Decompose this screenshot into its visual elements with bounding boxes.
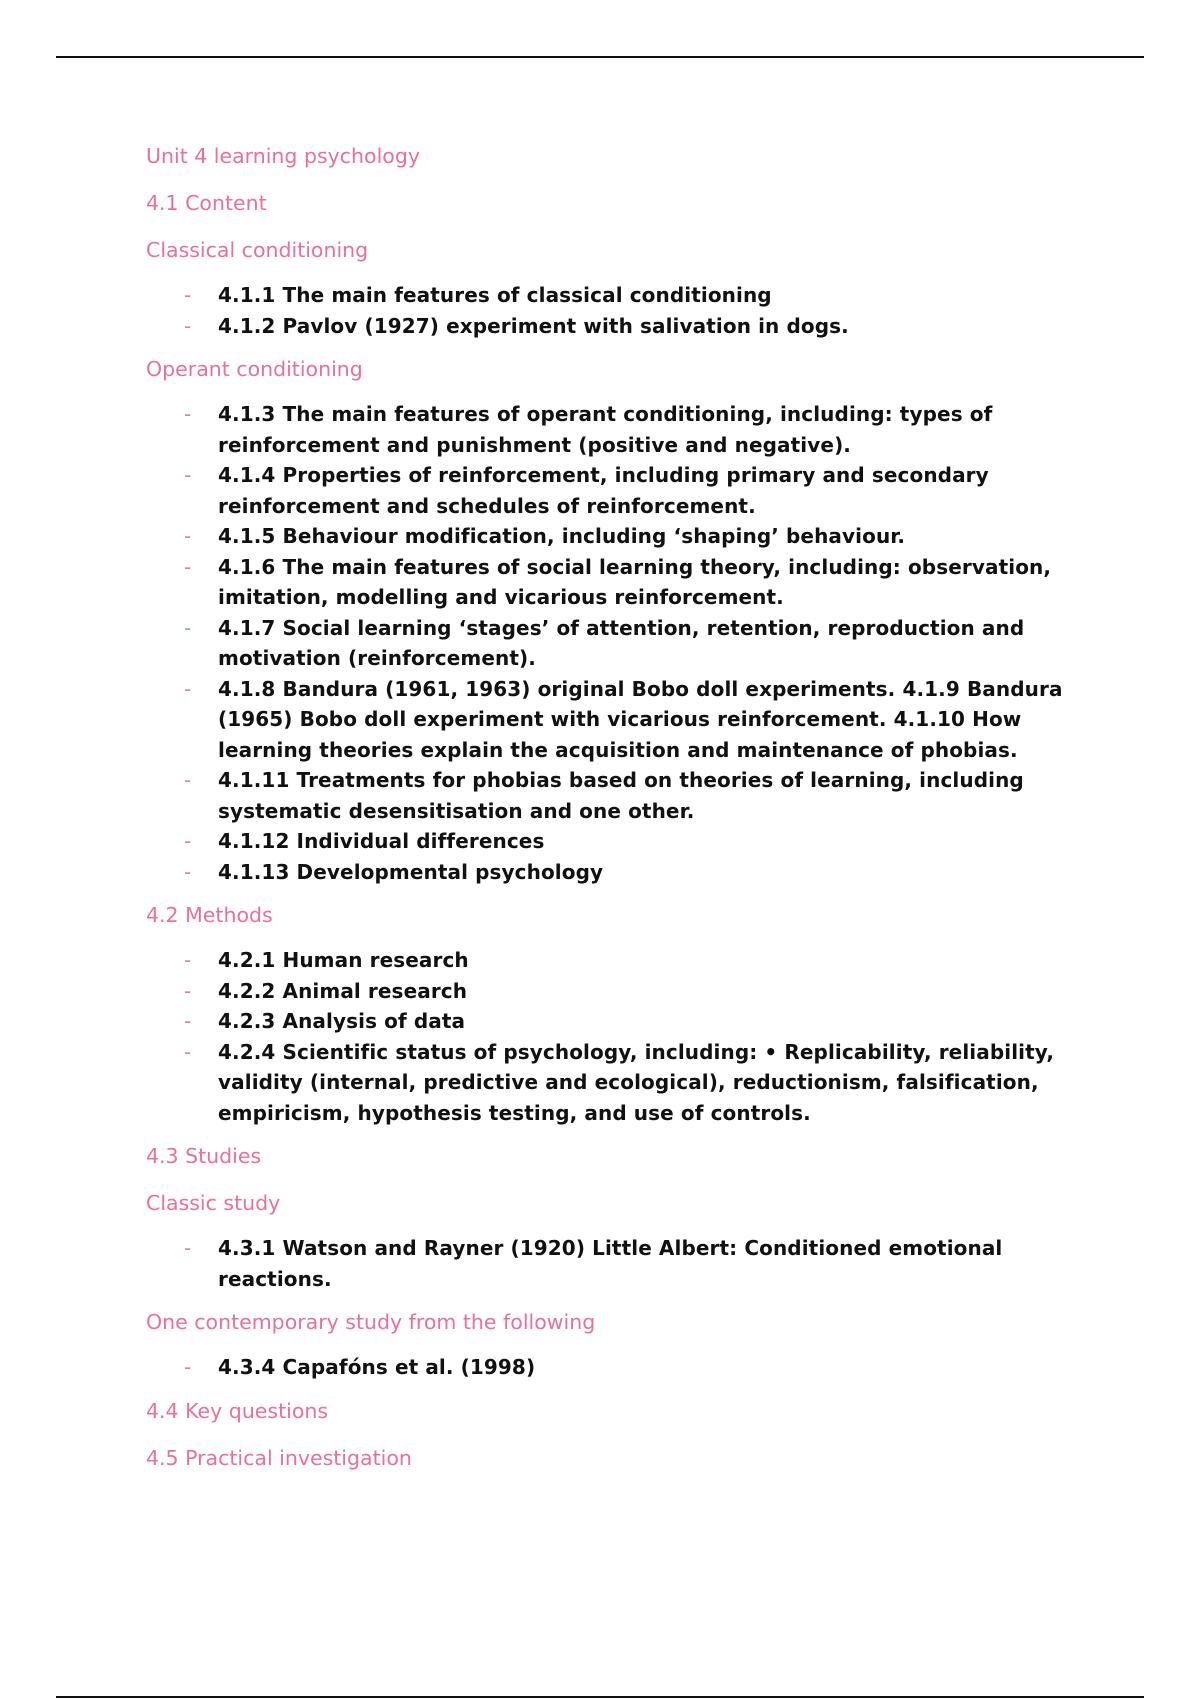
list-item	[146, 280, 1076, 311]
list-item-text: 4.1.1 The main features of classical conditioning	[218, 283, 772, 307]
bullet-dash: -	[184, 676, 192, 701]
bullet-dash: -	[184, 978, 192, 1003]
list-item-text: 4.1.5 Behaviour modification, including ‘shaping’ behaviour.	[218, 524, 906, 548]
bullet-dash: -	[184, 829, 192, 853]
section-heading: One contemporary study from the following	[146, 1310, 596, 1334]
list-item	[146, 521, 1076, 552]
list-item	[146, 613, 1076, 674]
list-item	[146, 1352, 1076, 1383]
document-body	[146, 143, 1076, 1471]
bullet-dash: -	[184, 554, 192, 579]
list-item	[146, 765, 1076, 826]
section-heading: Operant conditioning	[146, 357, 363, 381]
bullet-list	[146, 399, 1076, 887]
section-heading: 4.3 Studies	[146, 1144, 262, 1168]
bullet-dash: -	[184, 313, 192, 338]
list-item-text: 4.1.3 The main features of operant conditioning, including: types of reinforcement and punishment (positive and negative).	[218, 402, 993, 457]
bullet-dash: -	[184, 948, 192, 972]
bullet-dash: -	[184, 1009, 192, 1033]
list-item-text: 4.1.2 Pavlov (1927) experiment with salivation in dogs.	[218, 313, 849, 338]
bullet-dash: -	[184, 859, 192, 884]
bullet-list	[146, 1352, 1076, 1383]
list-item-text: 4.2.3 Analysis of data	[218, 1009, 466, 1033]
list-item-text: 4.1.11 Treatments for phobias based on theories of learning, including systematic desensitisation and one other.	[218, 768, 1024, 823]
list-item	[146, 976, 1076, 1007]
section-heading: Unit 4 learning psychology	[146, 144, 420, 168]
list-item	[146, 552, 1076, 613]
header-rule	[56, 56, 1144, 58]
list-item	[146, 857, 1076, 888]
list-item	[146, 945, 1076, 976]
bullet-dash: -	[184, 402, 192, 426]
list-item-text: 4.3.1 Watson and Rayner (1920) Little Albert: Conditioned emotional reactions.	[218, 1236, 1003, 1291]
bullet-dash: -	[184, 1039, 192, 1064]
bullet-dash: -	[184, 1355, 192, 1379]
footer-rule	[56, 1696, 1144, 1698]
bullet-list	[146, 1233, 1076, 1294]
section-heading: 4.2 Methods	[146, 903, 273, 927]
list-item	[146, 674, 1076, 766]
list-item-text: 4.1.6 The main features of social learning theory, including: observation, imitation, modelling and vicarious reinforcement.	[218, 554, 1052, 609]
list-item	[146, 1037, 1076, 1129]
list-item	[146, 399, 1076, 460]
list-item	[146, 826, 1076, 857]
section-heading: 4.4 Key questions	[146, 1398, 329, 1423]
list-item-text: 4.1.8 Bandura (1961, 1963) original Bobo doll experiments. 4.1.9 Bandura (1965) Bobo doll experiment with vicarious reinforcement. 4.1.10 How learning theories explain the acquisition and maintenance of phobias.	[218, 676, 1063, 762]
list-item-text: 4.1.12 Individual differences	[218, 829, 545, 853]
list-item-text: 4.2.4 Scientific status of psychology, including: • Replicability, reliability, validity (internal, predictive and ecological), reductionism, falsification, empiricism, hypothesis testing, and use of controls.	[218, 1039, 1055, 1125]
section-heading: 4.1 Content	[146, 191, 267, 215]
bullet-dash: -	[184, 768, 192, 792]
bullet-dash: -	[184, 1236, 192, 1260]
section-heading: 4.5 Practical investigation	[146, 1445, 412, 1470]
bullet-dash: -	[184, 615, 192, 640]
list-item	[146, 1006, 1076, 1037]
list-item-text: 4.1.4 Properties of reinforcement, including primary and secondary reinforcement and schedules of reinforcement.	[218, 463, 989, 518]
list-item	[146, 1233, 1076, 1294]
list-item	[146, 460, 1076, 521]
list-item-text: 4.2.1 Human research	[218, 948, 469, 972]
list-item	[146, 311, 1076, 342]
list-item-text: 4.2.2 Animal research	[218, 978, 468, 1003]
bullet-list	[146, 280, 1076, 341]
bullet-dash: -	[184, 463, 192, 487]
bullet-list	[146, 945, 1076, 1128]
list-item-text: 4.1.7 Social learning ‘stages’ of attention, retention, reproduction and motivation (reinforcement).	[218, 615, 1025, 670]
list-item-text: 4.3.4 Capafóns et al. (1998)	[218, 1355, 536, 1379]
bullet-dash: -	[184, 283, 192, 307]
list-item-text: 4.1.13 Developmental psychology	[218, 859, 604, 884]
section-heading: Classic study	[146, 1191, 281, 1215]
bullet-dash: -	[184, 524, 192, 548]
section-heading: Classical conditioning	[146, 238, 369, 262]
